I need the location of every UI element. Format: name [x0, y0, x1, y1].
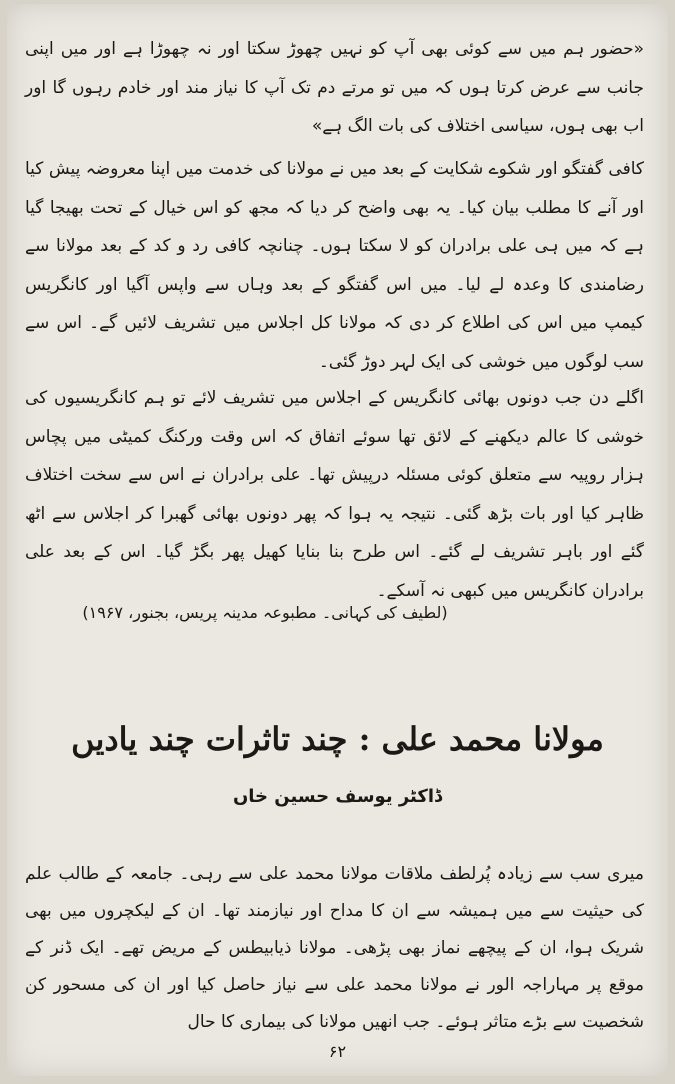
paragraph-text: کافی گفتگو اور شکوے شکایت کے بعد میں نے مولانا کی خدمت میں اپنا معروضہ پیش کیا اور آنے کا مطلب بیان کیا۔ یہ بھی واضح کر دیا کہ مجھ کو اس خیال کے تحت بھیجا گیا ہے کہ میں ہی علی برادران کو لا سکتا ہوں۔ چنانچہ کافی رد و کد کے بعد مولانا سے رضامندی کا وعدہ لے لیا۔ میں اس گفتگو کے بعد وہاں سے واپس آگیا اور کانگریس کیمپ میں اس کی اطلاع کر دی کہ مولانا کل اجلاس میں تشریف لائیں گے۔ اس سے سب لوگوں میں خوشی کی ایک لہر دوڑ گئی۔: [25, 159, 644, 372]
quote-block: [25, 30, 644, 146]
body-paragraph-4: [25, 856, 644, 1041]
paragraph-text: اگلے دن جب دونوں بھائی کانگریس کے اجلاس میں تشریف لائے تو ہم کانگریسیوں کی خوشی کا عالم دیکھنے کے لائق تھا سوئے اتفاق کہ اس وقت ورکنگ کمیٹی میں پچاس ہزار روپیہ سے متعلق کوئی مسئلہ درپیش تھا۔ علی برادران نے اس سے سخت اختلاف ظاہر کیا اور بات بڑھ گئی۔ نتیجہ یہ ہوا کہ پھر دونوں بھائی گھبرا کر اجلاس سے اٹھ گئے اور باہر تشریف لے گئے۔ اس طرح بنا بنایا کھیل پھر بگڑ گیا۔ اس کے بعد علی برادران کانگریس میں کبھی نہ آسکے۔: [25, 388, 644, 601]
quote-paragraph: «حضور ہم میں سے کوئی بھی آپ کو نہیں چھوڑ سکتا اور نہ چھوڑا ہے اور میں اپنی جانب سے عرض کرتا ہوں کہ میں تو مرتے دم تک آپ کا نیاز مند اور خادم رہوں گا اور اب بھی ہوں، سیاسی اختلاف کی بات الگ ہے»: [25, 39, 644, 136]
source-reference: (لطیف کی کہانی۔ مطبوعہ مدینہ پریس، بجنور، ۱۹۶۷): [82, 603, 448, 622]
page-number: ۶۲: [328, 1042, 347, 1061]
paragraph-text: میری سب سے زیادہ پُرلطف ملاقات مولانا محمد علی سے رہی۔ جامعہ کے طالب علم کی حیثیت سے میں ہمیشہ سے ان کا مداح اور نیازمند تھا۔ ان کے لیکچروں میں بھی شریک ہوا، ان کے پیچھے نماز بھی پڑھی۔ مولانا ذیابیطس کے مریض تھے۔ ایک ڈنر کے موقع پر مہاراجہ الور نے مولانا محمد علی سے نیاز حاصل کیا اور ان کی مسحور کن شخصیت سے بڑے متاثر ہوئے۔ جب انھیں مولانا کی بیماری کا حال: [25, 864, 644, 1032]
body-paragraph-3: [25, 379, 644, 610]
author-name: ڈاکٹر یوسف حسین خاں: [232, 786, 443, 807]
body-paragraph-2: [25, 150, 644, 381]
document-page: [7, 4, 668, 1076]
article-title: مولانا محمد علی : چند تاثرات چند یادیں: [71, 720, 604, 758]
